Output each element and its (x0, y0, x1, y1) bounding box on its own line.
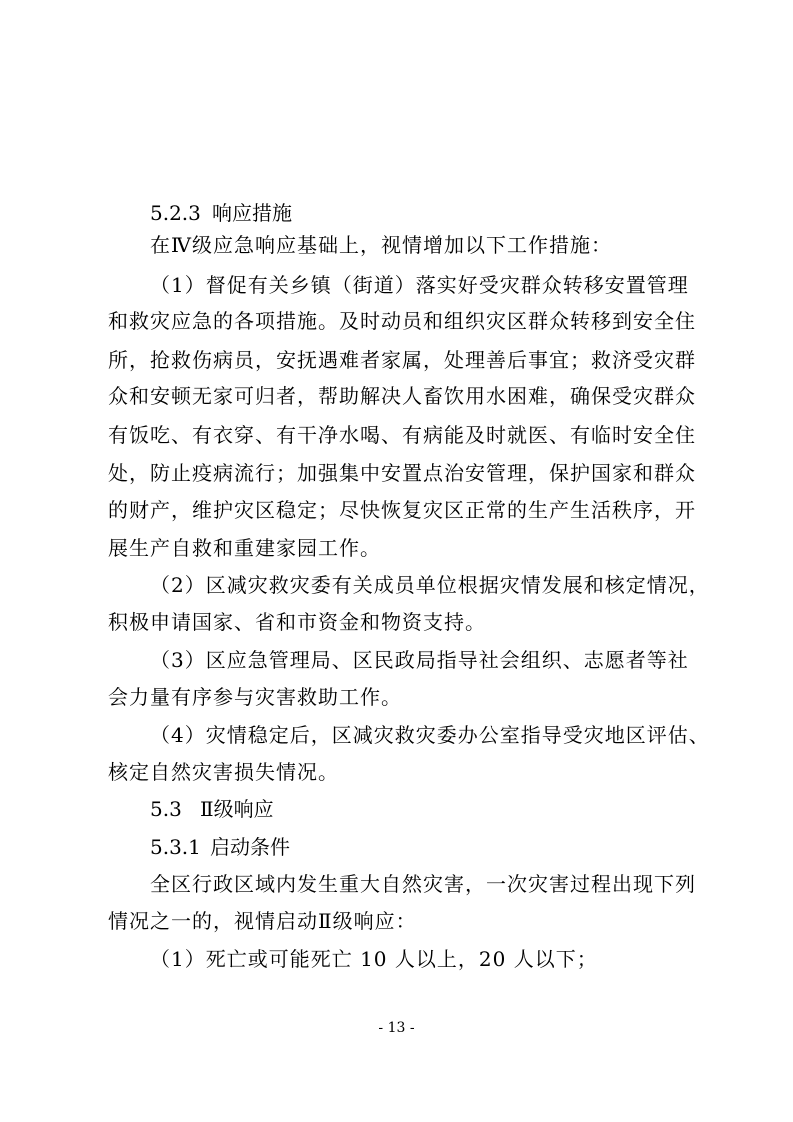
item1-line: （1）督促有关乡镇（街道）落实好受灾群众转移安置管理 (150, 273, 689, 297)
item4-line: （4）灾情稳定后，区减灾救灾委办公室指导受灾地区评估、 (150, 723, 710, 747)
item1-line: 和救灾应急的各项措施。及时动员和组织灾区群众转移到安全住 (108, 309, 696, 333)
item1-line: 展生产自救和重建家园工作。 (108, 536, 381, 560)
section-number: 5.3 (150, 797, 182, 821)
item2-line: （2）区减灾救灾委有关成员单位根据灾情发展和核定情况， (150, 573, 710, 597)
section-number: 5.3.1 (150, 835, 201, 859)
item2-line: 积极申请国家、省和市资金和物资支持。 (108, 610, 486, 634)
item1-line: 有饭吃、有衣穿、有干净水喝、有病能及时就医、有临时安全住 (108, 423, 696, 447)
item1-line: 所，抢救伤病员，安抚遇难者家属，处理善后事宜；救济受灾群 (108, 348, 696, 372)
section-title: Ⅱ级响应 (200, 797, 274, 821)
item1-line: 处，防止疫病流行；加强集中安置点治安管理，保护国家和群众 (108, 461, 696, 485)
section-heading-5-2-3 (150, 195, 292, 231)
section-heading-5-3-1 (150, 829, 290, 865)
page-number: - 13 - (378, 1020, 415, 1036)
section-title: 启动条件 (210, 835, 290, 859)
intro-paragraph: 在Ⅳ级应急响应基础上，视情增加以下工作措施： (150, 233, 612, 257)
condition-line: 全区行政区域内发生重大自然灾害，一次灾害过程出现下列 (150, 872, 696, 896)
section-number: 5.2.3 (150, 201, 201, 225)
section-heading-5-3 (150, 791, 274, 827)
item1-line: 的财产，维护灾区稳定；尽快恢复灾区正常的生产生活秩序，开 (108, 498, 696, 522)
section-title: 响应措施 (212, 201, 292, 225)
item4-line: 核定自然灾害损失情况。 (108, 760, 339, 784)
condition-line: 情况之一的，视情启动Ⅱ级响应： (108, 909, 417, 933)
item1-line: 众和安顿无家可归者，帮助解决人畜饮用水困难，确保受灾群众 (108, 384, 696, 408)
item3-line: （3）区应急管理局、区民政局指导社会组织、志愿者等社 (150, 648, 689, 672)
condition-item-1: （1）死亡或可能死亡 10 人以上，20 人以下； (150, 947, 598, 971)
item3-line: 会力量有序参与灾害救助工作。 (108, 685, 402, 709)
